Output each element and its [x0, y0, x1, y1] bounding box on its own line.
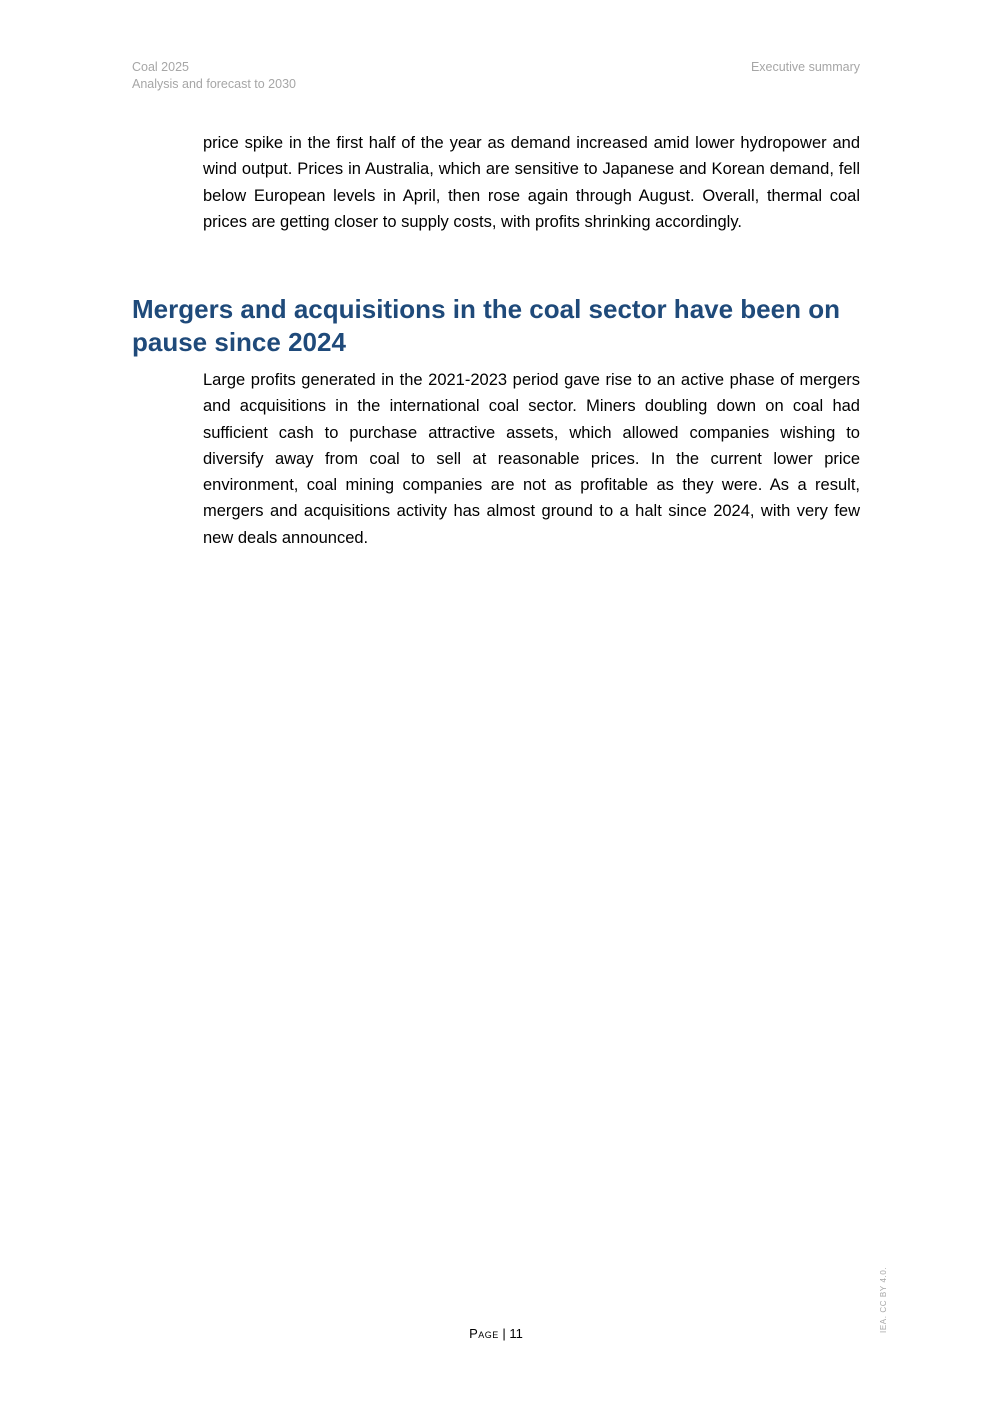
page-number: 11 [509, 1326, 523, 1341]
page-label: Page [469, 1326, 499, 1341]
report-title: Coal 2025 [132, 60, 189, 74]
intro-paragraph: price spike in the first half of the year as demand increased amid lower hydropower and wind output. Prices in Australia, which are sensitive to Japanese and Korean demand, fell below European levels in April, then rose again through August. Overall, thermal coal prices are getting closer to supply costs, with profits shrinking accordingly. [203, 134, 860, 231]
page-footer [0, 1326, 992, 1342]
running-header-left [132, 59, 296, 93]
report-subtitle: Analysis and forecast to 2030 [132, 77, 296, 91]
running-header-section: Executive summary [750, 60, 860, 74]
mergers-paragraph: Large profits generated in the 2021-2023 period gave rise to an active phase of mergers and acquisitions in the international coal sector. Miners doubling down on coal had sufficient cash to purchase attractive assets, which allowed companies wishing to diversify away from coal to sell at reasonable prices. In the current lower price environment, coal mining companies are not as profitable as they were. As a result, mergers and acquisitions activity has almost ground to a halt since 2024, with very few new deals announced. [203, 371, 860, 547]
page-separator: | [502, 1326, 506, 1341]
license-credit: IEA. CC BY 4.0. [879, 1266, 888, 1333]
section-heading: Mergers and acquisitions in the coal sector have been on pause since 2024 [132, 294, 840, 357]
